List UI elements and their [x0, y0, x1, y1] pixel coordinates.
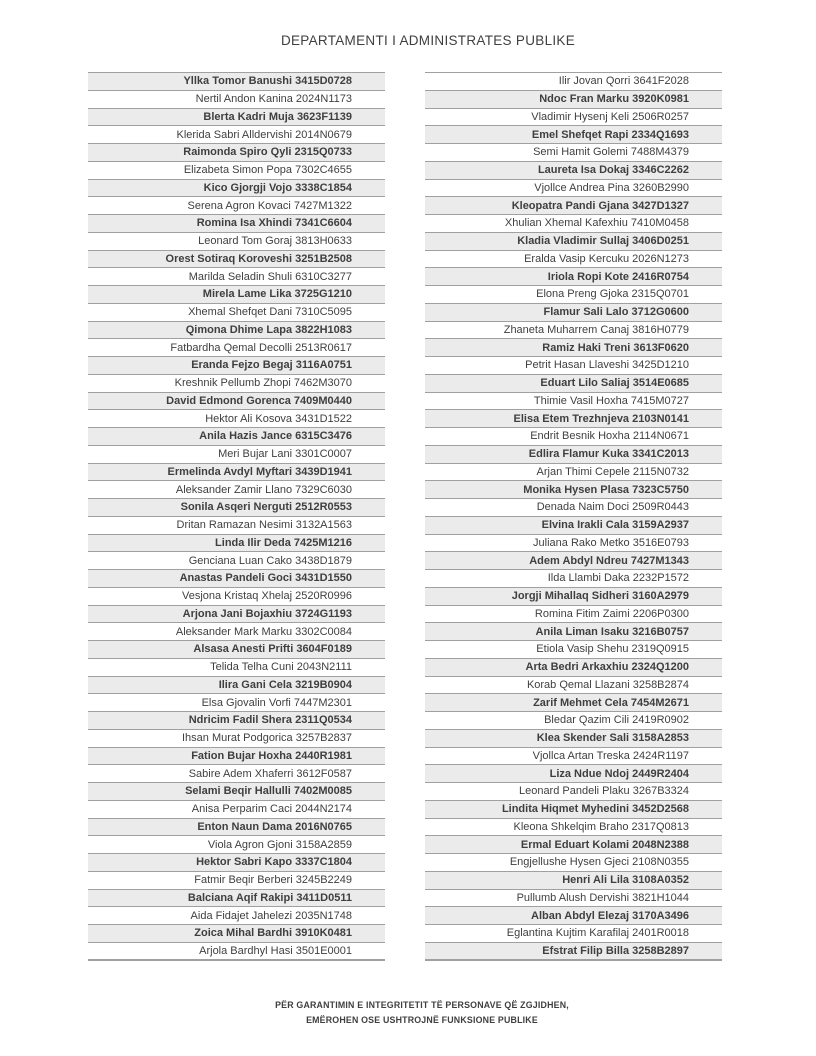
- table-row: Vjollce Andrea Pina 3260B2990: [425, 180, 722, 198]
- table-row: Mirela Lame Lika 3725G1210: [88, 286, 385, 304]
- table-row: Klerida Sabri Alldervishi 2014N0679: [88, 126, 385, 144]
- table-row: Elizabeta Simon Popa 7302C4655: [88, 162, 385, 180]
- table-row: Fation Bujar Hoxha 2440R1981: [88, 748, 385, 766]
- table-row: Endrit Besnik Hoxha 2114N0671: [425, 428, 722, 446]
- table-row: Eglantina Kujtim Karafilaj 2401R0018: [425, 925, 722, 943]
- table-row: Iriola Ropi Kote 2416R0754: [425, 268, 722, 286]
- table-row: Enton Naun Dama 2016N0765: [88, 819, 385, 837]
- table-row: Telida Telha Cuni 2043N2111: [88, 659, 385, 677]
- page-footer: [14, 998, 816, 1027]
- table-row: Eduart Lilo Saliaj 3514E0685: [425, 375, 722, 393]
- table-row: Aida Fidajet Jahelezi 2035N1748: [88, 907, 385, 925]
- table-row: Nertil Andon Kanina 2024N1173: [88, 91, 385, 109]
- name-list-left-column: [88, 72, 385, 961]
- table-row: Edlira Flamur Kuka 3341C2013: [425, 446, 722, 464]
- table-row: Lindita Hiqmet Myhedini 3452D2568: [425, 801, 722, 819]
- table-row: Semi Hamit Golemi 7488M4379: [425, 144, 722, 162]
- table-row: Korab Qemal Llazani 3258B2874: [425, 677, 722, 695]
- table-row: Ilira Gani Cela 3219B0904: [88, 677, 385, 695]
- table-row: Blerta Kadri Muja 3623F1139: [88, 109, 385, 127]
- table-row: Elsa Gjovalin Vorfi 7447M2301: [88, 694, 385, 712]
- table-row: Elisa Etem Trezhnjeva 2103N0141: [425, 410, 722, 428]
- table-row: Meri Bujar Lani 3301C0007: [88, 446, 385, 464]
- table-row: Ihsan Murat Podgorica 3257B2837: [88, 730, 385, 748]
- footer-line-2: EMËROHEN OSE USHTROJNË FUNKSIONE PUBLIKE: [306, 1014, 538, 1025]
- table-row: Elvina Irakli Cala 3159A2937: [425, 517, 722, 535]
- table-row: Juliana Rako Metko 3516E0793: [425, 535, 722, 553]
- table-row: David Edmond Gorenca 7409M0440: [88, 393, 385, 411]
- table-row: Romina Isa Xhindi 7341C6604: [88, 215, 385, 233]
- table-row: Flamur Sali Lalo 3712G0600: [425, 304, 722, 322]
- table-row: Alban Abdyl Elezaj 3170A3496: [425, 907, 722, 925]
- table-row: Anastas Pandeli Goci 3431D1550: [88, 570, 385, 588]
- table-row: Leonard Pandeli Plaku 3267B3324: [425, 783, 722, 801]
- table-row: Klea Skender Sali 3158A2853: [425, 730, 722, 748]
- table-row: Orest Sotiraq Koroveshi 3251B2508: [88, 251, 385, 269]
- table-row: Dritan Ramazan Nesimi 3132A1563: [88, 517, 385, 535]
- table-row: Arjona Jani Bojaxhiu 3724G1193: [88, 606, 385, 624]
- table-row: Pullumb Alush Dervishi 3821H1044: [425, 890, 722, 908]
- table-row: Monika Hysen Plasa 7323C5750: [425, 481, 722, 499]
- table-row: Eranda Fejzo Begaj 3116A0751: [88, 357, 385, 375]
- table-row: Vjollca Artan Treska 2424R1197: [425, 748, 722, 766]
- page-title: DEPARTAMENTI I ADMINISTRATES PUBLIKE: [280, 33, 576, 48]
- table-row: Fatbardha Qemal Decolli 2513R0617: [88, 339, 385, 357]
- table-row: Yllka Tomor Banushi 3415D0728: [88, 73, 385, 91]
- table-row: Selami Beqir Hallulli 7402M0085: [88, 783, 385, 801]
- table-row: Viola Agron Gjoni 3158A2859: [88, 836, 385, 854]
- table-row: Arta Bedri Arkaxhiu 2324Q1200: [425, 659, 722, 677]
- table-row: Balciana Aqif Rakipi 3411D0511: [88, 890, 385, 908]
- table-row: Ndoc Fran Marku 3920K0981: [425, 91, 722, 109]
- table-row: Linda Ilir Deda 7425M1216: [88, 535, 385, 553]
- table-row: Thimie Vasil Hoxha 7415M0727: [425, 393, 722, 411]
- table-row: Xhemal Shefqet Dani 7310C5095: [88, 304, 385, 322]
- table-row: Hektor Ali Kosova 3431D1522: [88, 410, 385, 428]
- table-row: Fatmir Beqir Berberi 3245B2249: [88, 872, 385, 890]
- table-row: Kleopatra Pandi Gjana 3427D1327: [425, 197, 722, 215]
- footer-line-1: PËR GARANTIMIN E INTEGRITETIT TË PERSONAVE QË ZGJIDHEN,: [275, 1000, 569, 1010]
- table-row: Ilir Jovan Qorri 3641F2028: [425, 73, 722, 91]
- table-row: Efstrat Filip Billa 3258B2897: [425, 943, 722, 961]
- table-row: Ermelinda Avdyl Myftari 3439D1941: [88, 464, 385, 482]
- table-row: Kico Gjorgji Vojo 3338C1854: [88, 180, 385, 198]
- table-row: Emel Shefqet Rapi 2334Q1693: [425, 126, 722, 144]
- table-row: Aleksander Mark Marku 3302C0084: [88, 623, 385, 641]
- table-row: Vesjona Kristaq Xhelaj 2520R0996: [88, 588, 385, 606]
- table-row: Petrit Hasan Llaveshi 3425D1210: [425, 357, 722, 375]
- table-row: Hektor Sabri Kapo 3337C1804: [88, 854, 385, 872]
- table-row: Zhaneta Muharrem Canaj 3816H0779: [425, 322, 722, 340]
- table-row: Aleksander Zamir Llano 7329C6030: [88, 481, 385, 499]
- table-row: Zoica Mihal Bardhi 3910K0481: [88, 925, 385, 943]
- table-row: Genciana Luan Cako 3438D1879: [88, 552, 385, 570]
- table-row: Alsasa Anesti Prifti 3604F0189: [88, 641, 385, 659]
- table-row: Arjan Thimi Cepele 2115N0732: [425, 464, 722, 482]
- table-row: Laureta Isa Dokaj 3346C2262: [425, 162, 722, 180]
- table-row: Engjellushe Hysen Gjeci 2108N0355: [425, 854, 722, 872]
- table-row: Ilda Llambi Daka 2232P1572: [425, 570, 722, 588]
- table-row: Sonila Asqeri Nerguti 2512R0553: [88, 499, 385, 517]
- table-row: Marilda Seladin Shuli 6310C3277: [88, 268, 385, 286]
- table-row: Jorgji Mihallaq Sidheri 3160A2979: [425, 588, 722, 606]
- table-row: Sabire Adem Xhaferri 3612F0587: [88, 765, 385, 783]
- table-row: Ndricim Fadil Shera 2311Q0534: [88, 712, 385, 730]
- table-row: Henri Ali Lila 3108A0352: [425, 872, 722, 890]
- table-row: Xhulian Xhemal Kafexhiu 7410M0458: [425, 215, 722, 233]
- table-row: Leonard Tom Goraj 3813H0633: [88, 233, 385, 251]
- table-row: Eralda Vasip Kercuku 2026N1273: [425, 251, 722, 269]
- table-row: Kladia Vladimir Sullaj 3406D0251: [425, 233, 722, 251]
- table-row: Anila Hazis Jance 6315C3476: [88, 428, 385, 446]
- table-row: Etiola Vasip Shehu 2319Q0915: [425, 641, 722, 659]
- table-row: Bledar Qazim Cili 2419R0902: [425, 712, 722, 730]
- table-row: Ramiz Haki Treni 3613F0620: [425, 339, 722, 357]
- table-row: Denada Naim Doci 2509R0443: [425, 499, 722, 517]
- table-row: Anisa Perparim Caci 2044N2174: [88, 801, 385, 819]
- table-row: Anila Liman Isaku 3216B0757: [425, 623, 722, 641]
- table-row: Elona Preng Gjoka 2315Q0701: [425, 286, 722, 304]
- table-row: Romina Fitim Zaimi 2206P0300: [425, 606, 722, 624]
- table-row: Raimonda Spiro Qyli 2315Q0733: [88, 144, 385, 162]
- table-row: Kreshnik Pellumb Zhopi 7462M3070: [88, 375, 385, 393]
- table-row: Zarif Mehmet Cela 7454M2671: [425, 694, 722, 712]
- table-row: Vladimir Hysenj Keli 2506R0257: [425, 109, 722, 127]
- table-row: Arjola Bardhyl Hasi 3501E0001: [88, 943, 385, 961]
- table-row: Ermal Eduart Kolami 2048N2388: [425, 836, 722, 854]
- table-row: Adem Abdyl Ndreu 7427M1343: [425, 552, 722, 570]
- table-row: Kleona Shkelqim Braho 2317Q0813: [425, 819, 722, 837]
- table-row: Serena Agron Kovaci 7427M1322: [88, 197, 385, 215]
- table-row: Qimona Dhime Lapa 3822H1083: [88, 322, 385, 340]
- name-list-right-column: [425, 72, 722, 961]
- table-row: Liza Ndue Ndoj 2449R2404: [425, 765, 722, 783]
